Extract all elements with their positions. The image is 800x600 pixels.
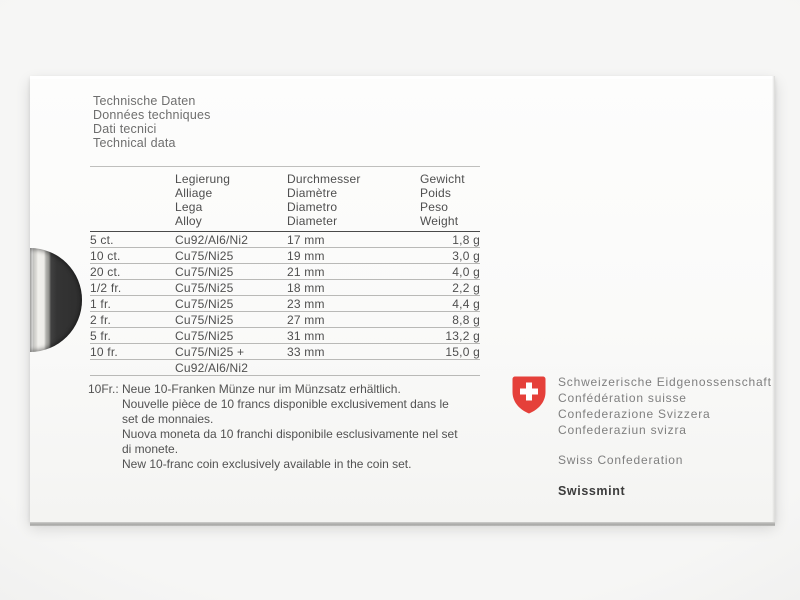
confederation-names bbox=[558, 374, 772, 499]
cell-weight: 4,4 g bbox=[420, 296, 480, 312]
cell-diameter: 33 mm bbox=[287, 344, 420, 360]
cell-diameter bbox=[287, 360, 420, 376]
confederation-name-de: Schweizerische Eidgenossenschaft bbox=[558, 375, 772, 389]
card-top-edge-highlight bbox=[30, 76, 775, 79]
technical-data-table bbox=[90, 166, 480, 376]
cell-alloy: Cu92/Al6/Ni2 bbox=[175, 232, 287, 248]
cell-diameter: 19 mm bbox=[287, 248, 420, 264]
cell-denomination: 1 fr. bbox=[90, 296, 175, 312]
cell-alloy: Cu75/Ni25 bbox=[175, 248, 287, 264]
cell-denomination: 5 ct. bbox=[90, 232, 175, 248]
table-row bbox=[90, 328, 480, 344]
cell-alloy: Cu75/Ni25 bbox=[175, 264, 287, 280]
cell-diameter: 18 mm bbox=[287, 280, 420, 296]
cell-weight: 8,8 g bbox=[420, 312, 480, 328]
swiss-coat-of-arms-icon bbox=[512, 376, 546, 416]
table-row bbox=[90, 280, 480, 296]
cell-denomination: 10 fr. bbox=[90, 344, 175, 360]
cell-alloy: Cu92/Al6/Ni2 bbox=[175, 360, 287, 376]
confederation-name-rm: Confederaziun svizra bbox=[558, 423, 687, 437]
table-row bbox=[90, 248, 480, 264]
footnote-label: 10Fr.: bbox=[88, 382, 119, 396]
table-row bbox=[90, 344, 480, 360]
header-alloy: Legierung Alliage Lega Alloy bbox=[175, 167, 287, 232]
heading-line-de: Technische Daten bbox=[93, 94, 196, 108]
footnote-text: Neue 10-Franken Münze nur im Münzsatz erhältlich. Nouvelle pièce de 10 francs disponible exclusivement dans le set de monnaies. Nuova moneta da 10 franchi disponibile esclusivamente nel set di monete. New 10-franc coin exclusively available in the coin set. bbox=[122, 382, 458, 471]
confederation-name-en: Swiss Confederation bbox=[558, 453, 684, 467]
table-header-row bbox=[90, 167, 480, 232]
cell-weight: 3,0 g bbox=[420, 248, 480, 264]
cell-diameter: 17 mm bbox=[287, 232, 420, 248]
header-diameter: Durchmesser Diamètre Diametro Diameter bbox=[287, 167, 420, 232]
swissmint-wordmark: Swissmint bbox=[558, 484, 626, 498]
cell-weight: 15,0 g bbox=[420, 344, 480, 360]
cell-diameter: 23 mm bbox=[287, 296, 420, 312]
cell-denomination bbox=[90, 360, 175, 376]
table-row-alloy-continuation bbox=[90, 360, 480, 376]
cell-denomination: 1/2 fr. bbox=[90, 280, 175, 296]
confederation-name-fr: Confédération suisse bbox=[558, 391, 687, 405]
cell-diameter: 21 mm bbox=[287, 264, 420, 280]
cell-denomination: 2 fr. bbox=[90, 312, 175, 328]
heading-line-fr: Données techniques bbox=[93, 108, 211, 122]
cell-weight: 13,2 g bbox=[420, 328, 480, 344]
header-weight: Gewicht Poids Peso Weight bbox=[420, 167, 480, 232]
cell-weight: 4,0 g bbox=[420, 264, 480, 280]
cell-alloy: Cu75/Ni25 + bbox=[175, 344, 287, 360]
coin-set-back-cover bbox=[30, 76, 775, 522]
cell-alloy: Cu75/Ni25 bbox=[175, 312, 287, 328]
header-denomination bbox=[90, 167, 175, 232]
cell-alloy: Cu75/Ni25 bbox=[175, 296, 287, 312]
card-right-edge bbox=[772, 76, 775, 522]
table-row bbox=[90, 312, 480, 328]
cell-weight: 1,8 g bbox=[420, 232, 480, 248]
cell-weight: 2,2 g bbox=[420, 280, 480, 296]
heading-line-en: Technical data bbox=[93, 136, 176, 150]
cell-diameter: 27 mm bbox=[287, 312, 420, 328]
confederation-name-it: Confederazione Svizzera bbox=[558, 407, 711, 421]
table-row bbox=[90, 296, 480, 312]
cell-alloy: Cu75/Ni25 bbox=[175, 328, 287, 344]
heading-line-it: Dati tecnici bbox=[93, 122, 157, 136]
cell-denomination: 20 ct. bbox=[90, 264, 175, 280]
federal-identity-block bbox=[512, 374, 772, 499]
cell-diameter: 31 mm bbox=[287, 328, 420, 344]
cell-denomination: 10 ct. bbox=[90, 248, 175, 264]
technical-data-heading bbox=[93, 94, 211, 150]
cell-denomination: 5 fr. bbox=[90, 328, 175, 344]
ten-franc-footnote bbox=[88, 382, 458, 472]
cell-weight bbox=[420, 360, 480, 376]
table-row bbox=[90, 232, 480, 248]
card-bottom-edge bbox=[30, 522, 775, 526]
cell-alloy: Cu75/Ni25 bbox=[175, 280, 287, 296]
table-row bbox=[90, 264, 480, 280]
thumb-notch-cutout bbox=[30, 248, 82, 352]
